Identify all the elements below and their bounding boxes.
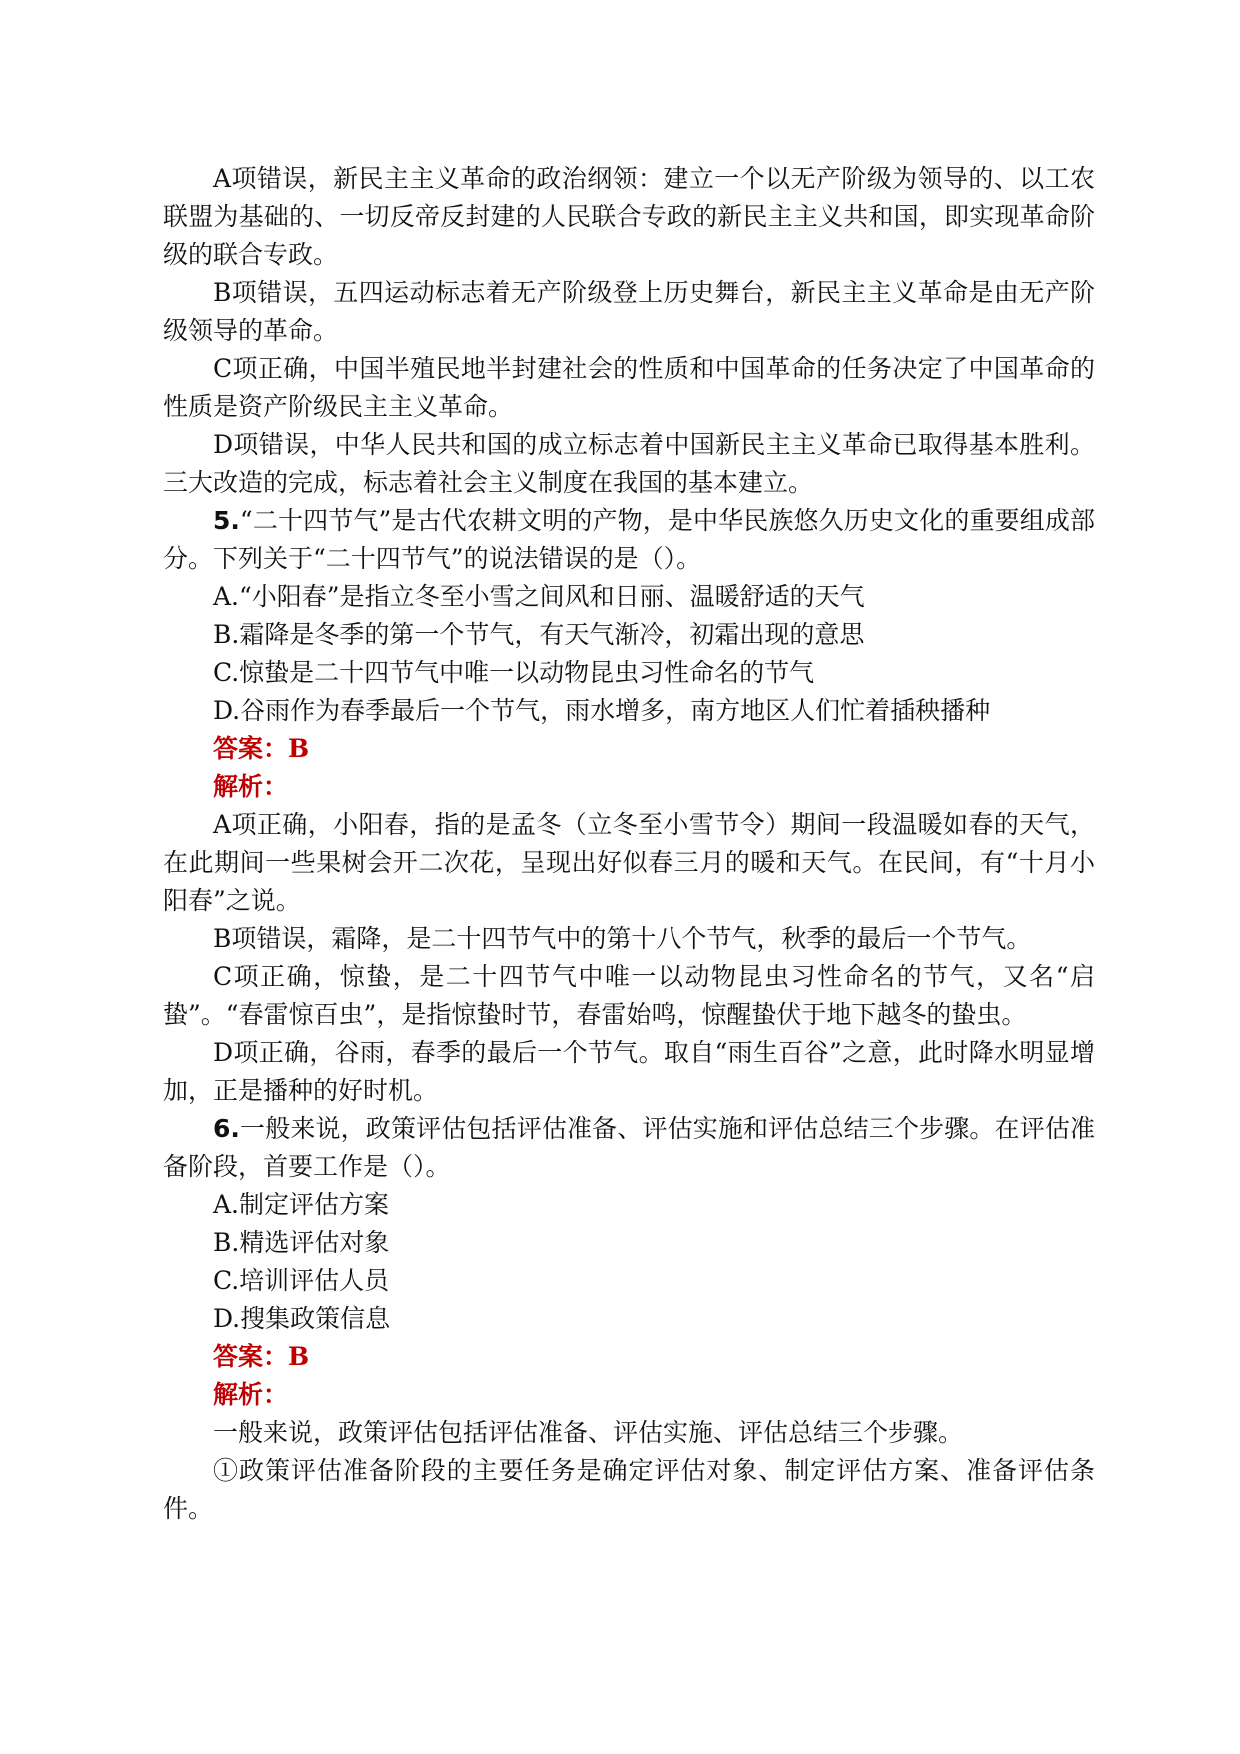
question-6-answer: 答案：B — [213, 1342, 310, 1371]
question-5-stem — [163, 502, 1095, 578]
question-6-option-d: D.搜集政策信息 — [213, 1304, 391, 1333]
question-6-stem — [163, 1110, 1095, 1186]
question-5-analysis-label: 解析： — [213, 772, 289, 801]
question-5-answer: 答案：B — [213, 734, 310, 763]
question-6-analysis-intro: 一般来说，政策评估包括评估准备、评估实施、评估总结三个步骤。 — [213, 1418, 964, 1447]
question-5-analysis-a: A项正确，小阳春，指的是孟冬（立冬至小雪节令）期间一段温暖如春的天气，在此期间一些果树会开二次花，呈现出好似春三月的暖和天气。在民间，有“十月小阳春”之说。 — [163, 810, 1095, 915]
question-5-option-d: D.谷雨作为春季最后一个节气，雨水增多，南方地区人们忙着插秧播种 — [213, 696, 991, 725]
question-6-option-c: C.培训评估人员 — [213, 1266, 390, 1295]
question-5-option-b: B.霜降是冬季的第一个节气，有天气渐冷，初霜出现的意思 — [213, 620, 865, 649]
analysis-paragraph-a: A项错误，新民主主义革命的政治纲领：建立一个以无产阶级为领导的、以工农联盟为基础的、一切反帝反封建的人民联合专政的新民主主义共和国，即实现革命阶级的联合专政。 — [163, 164, 1095, 269]
question-6-number: 6. — [213, 1114, 240, 1143]
question-5-analysis-b: B项错误，霜降，是二十四节气中的第十八个节气，秋季的最后一个节气。 — [213, 924, 1032, 953]
question-6-text: 一般来说，政策评估包括评估准备、评估实施和评估总结三个步骤。在评估准备阶段，首要工作是（）。 — [163, 1114, 1095, 1181]
question-5-option-a: A.“小阳春”是指立冬至小雪之间风和日丽、温暖舒适的天气 — [213, 582, 865, 611]
question-6-analysis-label: 解析： — [213, 1380, 289, 1409]
question-5-analysis-c: C项正确，惊蛰，是二十四节气中唯一以动物昆虫习性命名的节气，又名“启蛰”。“春雷惊百虫”，是指惊蛰时节，春雷始鸣，惊醒蛰伏于地下越冬的蛰虫。 — [163, 962, 1095, 1029]
analysis-paragraph-b: B项错误，五四运动标志着无产阶级登上历史舞台，新民主主义革命是由无产阶级领导的革命。 — [163, 278, 1095, 345]
analysis-paragraph-c: C项正确，中国半殖民地半封建社会的性质和中国革命的任务决定了中国革命的性质是资产阶级民主主义革命。 — [163, 354, 1095, 421]
page-content — [163, 160, 1095, 1528]
question-5-text: “二十四节气”是古代农耕文明的产物，是中华民族悠久历史文化的重要组成部分。下列关于“二十四节气”的说法错误的是（）。 — [163, 506, 1095, 573]
question-6-option-b: B.精选评估对象 — [213, 1228, 390, 1257]
analysis-paragraph-d: D项错误，中华人民共和国的成立标志着中国新民主主义革命已取得基本胜利。三大改造的完成，标志着社会主义制度在我国的基本建立。 — [163, 430, 1095, 497]
question-6-option-a: A.制定评估方案 — [213, 1190, 390, 1219]
question-5-analysis-d: D项正确，谷雨，春季的最后一个节气。取自“雨生百谷”之意，此时降水明显增加，正是播种的好时机。 — [163, 1038, 1095, 1105]
question-6-analysis-step-1: ①政策评估准备阶段的主要任务是确定评估对象、制定评估方案、准备评估条件。 — [163, 1456, 1095, 1523]
question-5-option-c: C.惊蛰是二十四节气中唯一以动物昆虫习性命名的节气 — [213, 658, 815, 687]
question-5-number: 5. — [213, 506, 240, 535]
